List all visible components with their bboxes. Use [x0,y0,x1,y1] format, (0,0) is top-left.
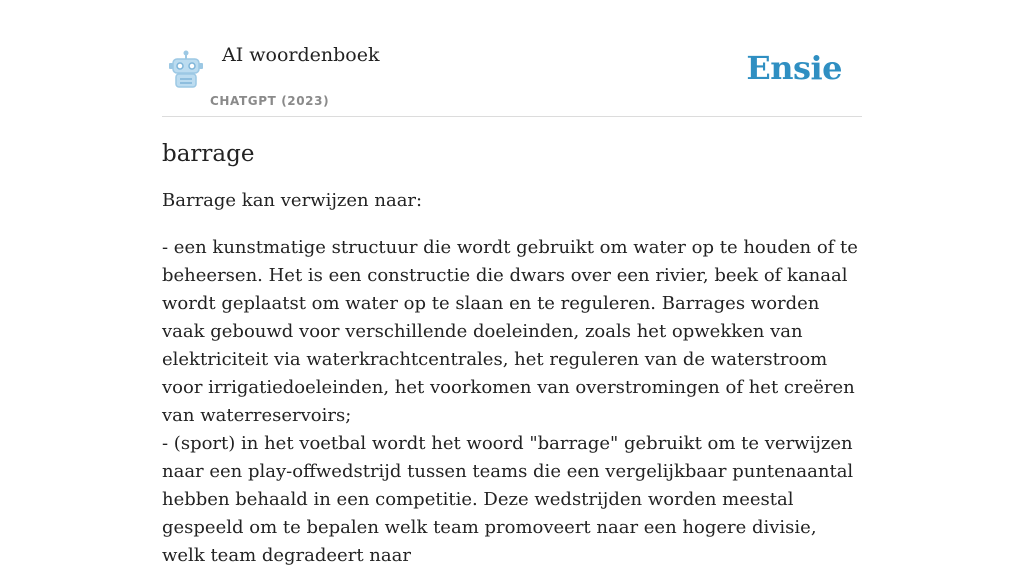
entry-content [162,138,862,570]
entry-word: barrage [162,141,255,167]
definitions-list [162,234,862,570]
entry-intro: Barrage kan verwijzen naar: [162,190,423,211]
robot-icon [166,50,206,90]
header [162,0,862,117]
definition-item: - (sport) in het voetbal wordt het woord "barrage" gebruikt om te verwijzen naar een play-offwedstrijd tussen teams die een vergelijkbaar puntenaantal hebben behaald in een competitie. Deze wedstrijden worden meestal gespeeld om te bepalen welk team promoveert naar een hogere divisie, welk team degradeert naar [162,433,854,566]
brand-logo[interactable]: Ensie [746,49,842,87]
dictionary-subtitle: CHATGPT (2023) [210,94,330,108]
definition-item: - een kunstmatige structuur die wordt gebruikt om water op te houden of te beheersen. Het is een constructie die dwars over een rivier, beek of kanaal wordt geplaatst om water op te slaan en te reguleren. Barrages worden vaak gebouwd voor verschillende doeleinden, zoals het opwekken van elektriciteit via waterkrachtcentrales, het reguleren van de waterstroom voor irrigatiedoeleinden, het voorkomen van overstromingen of het creëren van waterreservoirs; [162,237,858,426]
dictionary-title[interactable]: AI woordenboek [222,44,380,66]
